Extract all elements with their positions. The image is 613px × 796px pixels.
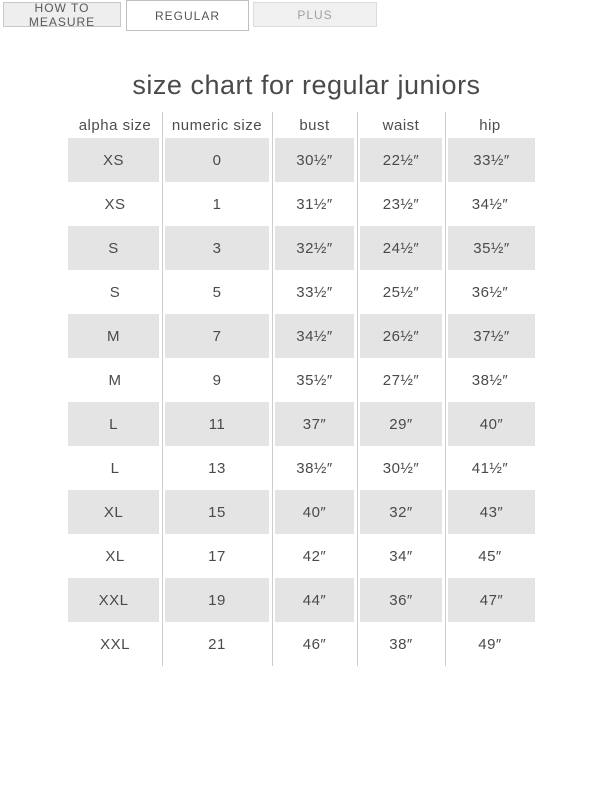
table-cell: 34½″ [471, 195, 509, 213]
table-cell: 11 [162, 402, 272, 446]
table-cell: 22½″ [357, 138, 445, 182]
table-row [68, 182, 535, 226]
column-divider [272, 112, 273, 666]
table-cell: 29″ [357, 402, 445, 446]
table-cell: 34½″ [272, 314, 357, 358]
table-body [68, 138, 535, 666]
column-header-alpha-size: alpha size [78, 116, 152, 134]
table-cell: S [109, 283, 121, 301]
table-cell: 37″ [272, 402, 357, 446]
table-cell: 38½″ [296, 459, 333, 477]
page-title: size chart for regular juniors [132, 70, 481, 100]
table-row [68, 358, 535, 402]
table-cell: 21 [208, 635, 226, 653]
tab-bar [3, 0, 377, 31]
table-cell: 34″ [389, 547, 413, 565]
column-header-bust: bust [299, 116, 330, 134]
table-cell: L [110, 459, 120, 477]
column-header-numeric-size: numeric size [171, 116, 263, 134]
table-cell: 27½″ [382, 371, 420, 389]
size-table [68, 112, 535, 666]
column-header-waist: waist [382, 116, 420, 134]
column-divider [445, 112, 446, 666]
table-cell: 9 [212, 371, 222, 389]
table-cell: 24½″ [357, 226, 445, 270]
table-cell: 40″ [272, 490, 357, 534]
table-cell: S [68, 226, 162, 270]
table-cell: 32″ [357, 490, 445, 534]
table-cell: XS [104, 195, 126, 213]
table-cell: 38″ [389, 635, 413, 653]
table-cell: 23½″ [382, 195, 420, 213]
table-cell: 30½″ [382, 459, 420, 477]
table-cell: 35½″ [445, 226, 535, 270]
table-cell: M [68, 314, 162, 358]
table-cell: 43″ [445, 490, 535, 534]
table-cell: 47″ [445, 578, 535, 622]
table-cell: XL [105, 547, 125, 565]
table-cell: 15 [162, 490, 272, 534]
table-row [68, 402, 535, 446]
table-cell: XXL [68, 578, 162, 622]
table-cell: 36½″ [471, 283, 509, 301]
tab-how-to-measure[interactable]: HOW TO MEASURE [3, 2, 121, 27]
table-row [68, 490, 535, 534]
table-cell: M [108, 371, 122, 389]
table-cell: 7 [162, 314, 272, 358]
table-row [68, 534, 535, 578]
table-cell: 26½″ [357, 314, 445, 358]
column-divider [357, 112, 358, 666]
table-cell: 40″ [445, 402, 535, 446]
tab-regular[interactable]: REGULAR [126, 0, 249, 31]
table-cell: 49″ [478, 635, 502, 653]
table-cell: 3 [162, 226, 272, 270]
table-row [68, 622, 535, 666]
table-cell: 42″ [302, 547, 327, 565]
table-cell: 13 [208, 459, 226, 477]
table-cell: 41½″ [471, 459, 509, 477]
table-cell: 5 [212, 283, 222, 301]
table-row [68, 138, 535, 182]
tab-plus[interactable]: PLUS [253, 2, 377, 27]
table-cell: 37½″ [445, 314, 535, 358]
table-cell: L [68, 402, 162, 446]
table-cell: 32½″ [272, 226, 357, 270]
table-cell: 1 [212, 195, 222, 213]
table-cell: 17 [208, 547, 226, 565]
table-cell: 36″ [357, 578, 445, 622]
table-cell: 19 [162, 578, 272, 622]
table-cell: 35½″ [296, 371, 333, 389]
table-cell: XL [68, 490, 162, 534]
table-row [68, 446, 535, 490]
table-cell: 46″ [302, 635, 327, 653]
table-cell: 30½″ [272, 138, 357, 182]
table-row [68, 226, 535, 270]
column-divider [162, 112, 163, 666]
table-row [68, 270, 535, 314]
table-header-row [68, 112, 535, 138]
table-cell: 44″ [272, 578, 357, 622]
table-cell: 45″ [478, 547, 502, 565]
table-row [68, 314, 535, 358]
table-cell: 0 [162, 138, 272, 182]
table-cell: 38½″ [471, 371, 509, 389]
table-cell: 33½″ [296, 283, 333, 301]
table-row [68, 578, 535, 622]
table-cell: XXL [100, 635, 130, 653]
table-cell: 31½″ [296, 195, 333, 213]
table-cell: XS [68, 138, 162, 182]
table-cell: 33½″ [445, 138, 535, 182]
column-header-hip: hip [479, 116, 501, 134]
table-cell: 25½″ [382, 283, 420, 301]
